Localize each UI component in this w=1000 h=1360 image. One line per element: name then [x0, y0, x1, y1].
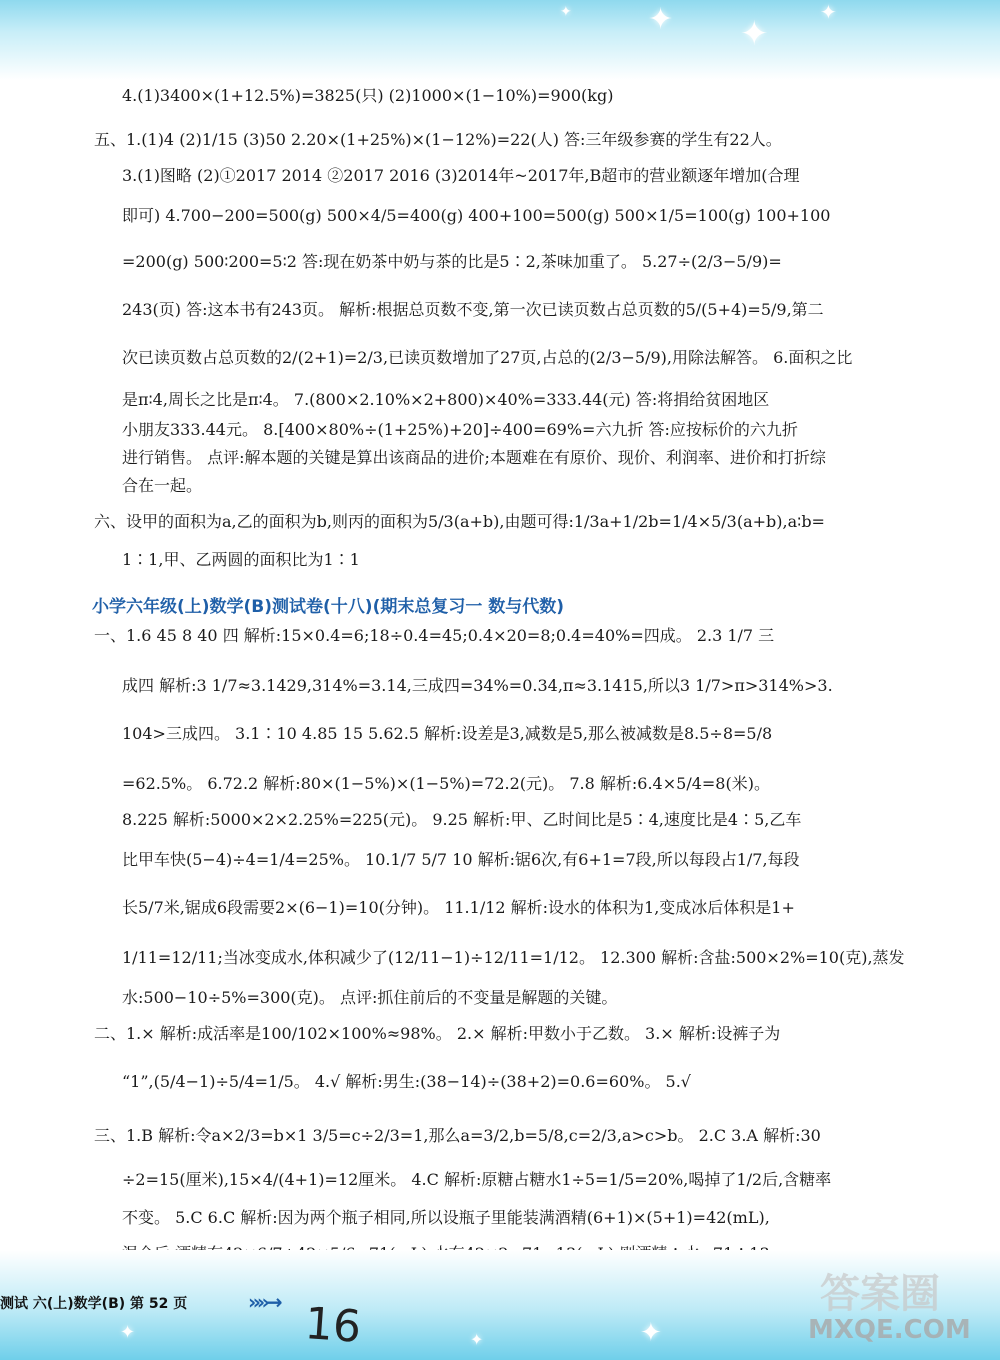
answer-line: 二、1.× 解析:成活率是100/102×100%≈98%。 2.× 解析:甲数小于乙数。 3.× 解析:设裤子为 [94, 1024, 781, 1043]
answer-line: 一、1.6 45 8 40 四 解析:15×0.4=6;18÷0.4=45;0.4×20=8;0.4=40%=四成。 2.3 1/7 三 [94, 626, 775, 645]
answer-line: 次已读页数占总页数的2/(2+1)=2/3,已读页数增加了27页,占总的(2/3−5/9),用除法解答。 6.面积之比 [122, 348, 853, 367]
answer-line: 进行销售。 点评:解本题的关键是算出该商品的进价;本题难在有原价、现价、利润率、进价和打折综 [122, 448, 826, 467]
answer-line: 即可) 4.700−200=500(g) 500×4/5=400(g) 400+100=500(g) 500×1/5=100(g) 100+100 [122, 206, 831, 225]
sparkle-icon: ✦ [560, 4, 572, 20]
answer-line: 小朋友333.44元。 8.[400×80%÷(1+25%)+20]÷400=69%=六九折 答:应按标价的六九折 [122, 420, 798, 439]
answer-line: 比甲车快(5−4)÷4=1/4=25%。 10.1/7 5/7 10 解析:锯6次,有6+1=7段,所以每段占1/7,每段 [122, 850, 800, 869]
sparkle-icon: ✦ [740, 14, 769, 54]
answer-line: 合在一起。 [122, 476, 203, 495]
answer-line: 三、1.B 解析:令a×2/3=b×1 3/5=c÷2/3=1,那么a=3/2,b=5/8,c=2/3,a>c>b。 2.C 3.A 解析:30 [94, 1126, 821, 1145]
page-footer: 测试 六(上)数学(B) 第 52 页 [0, 1296, 188, 1312]
sparkle-icon: ✦ [648, 2, 674, 37]
answer-line: 243(页) 答:这本书有243页。 解析:根据总页数不变,第一次已读页数占总页数的5/(5+4)=5/9,第二 [122, 300, 824, 319]
answer-line: 104>三成四。 3.1∶10 4.85 15 5.62.5 解析:设差是3,减数是5,那么被减数是8.5÷8=5/8 [122, 724, 773, 743]
answer-line: 1∶1,甲、乙两圆的面积比为1∶1 [122, 550, 360, 569]
answer-line: =200(g) 500∶200=5∶2 答:现在奶茶中奶与茶的比是5∶2,茶味加重了。 5.27÷(2/3−5/9)= [122, 252, 782, 271]
arrow-icon: »»→ [248, 1290, 279, 1314]
answer-line: 五、1.(1)4 (2)1/15 (3)50 2.20×(1+25%)×(1−12%)=22(人) 答:三年级参赛的学生有22人。 [94, 130, 782, 149]
sparkle-icon: ✦ [820, 0, 837, 24]
answer-line: 六、设甲的面积为a,乙的面积为b,则丙的面积为5/3(a+b),由题可得:1/3a+1/2b=1/4×5/3(a+b),a∶b= [94, 512, 825, 531]
answer-line: 是π∶4,周长之比是π∶4。 7.(800×2.10%×2+800)×40%=333.44(元) 答:将捐给贫困地区 [122, 390, 770, 409]
watermark-site: MXQE.COM [808, 1315, 971, 1345]
answer-line: =62.5%。 6.72.2 解析:80×(1−5%)×(1−5%)=72.2(元)。 7.8 解析:6.4×5/4=8(米)。 [122, 774, 770, 793]
sparkle-icon: ✦ [640, 1318, 662, 1348]
answer-line: 水:500−10÷5%=300(克)。 点评:抓住前后的不变量是解题的关键。 [122, 988, 618, 1007]
sparkle-icon: ✦ [470, 1330, 484, 1349]
handwritten-page-number: 16 [303, 1298, 363, 1353]
section-title: 小学六年级(上)数学(B)测试卷(十八)(期末总复习一 数与代数) [92, 597, 565, 617]
answer-line: 8.225 解析:5000×2×2.25%=225(元)。 9.25 解析:甲、乙时间比是5∶4,速度比是4∶5,乙车 [122, 810, 802, 829]
answer-line: 1/11=12/11;当冰变成水,体积减少了(12/11−1)÷12/11=1/12。 12.300 解析:含盐:500×2%=10(克),蒸发 [122, 948, 905, 967]
answer-line: 不变。 5.C 6.C 解析:因为两个瓶子相同,所以设瓶子里能装满酒精(6+1)×(5+1)=42(mL), [122, 1208, 770, 1227]
answer-line: 长5/7米,锯成6段需要2×(6−1)=10(分钟)。 11.1/12 解析:设水的体积为1,变成冰后体积是1+ [122, 898, 795, 917]
answer-line: 成四 解析:3 1/7≈3.1429,314%=3.14,三成四=34%=0.34,π≈3.1415,所以3 1/7>π>314%>3. [122, 676, 833, 695]
watermark-logo: 答案圈 [820, 1271, 940, 1317]
answer-line: “1”,(5/4−1)÷5/4=1/5。 4.√ 解析:男生:(38−14)÷(38+2)=0.6=60%。 5.√ [122, 1072, 691, 1091]
sparkle-icon: ✦ [120, 1322, 136, 1343]
top-decorative-band [0, 0, 1000, 80]
answer-line: ÷2=15(厘米),15×4/(4+1)=12厘米。 4.C 解析:原糖占糖水1÷5=1/5=20%,喝掉了1/2后,含糖率 [122, 1170, 832, 1189]
answer-line: 4.(1)3400×(1+12.5%)=3825(只) (2)1000×(1−10%)=900(kg) [122, 86, 614, 105]
answer-line: 3.(1)图略 (2)①2017 2014 ②2017 2016 (3)2014年~2017年,B超市的营业额逐年增加(合理 [122, 166, 800, 185]
